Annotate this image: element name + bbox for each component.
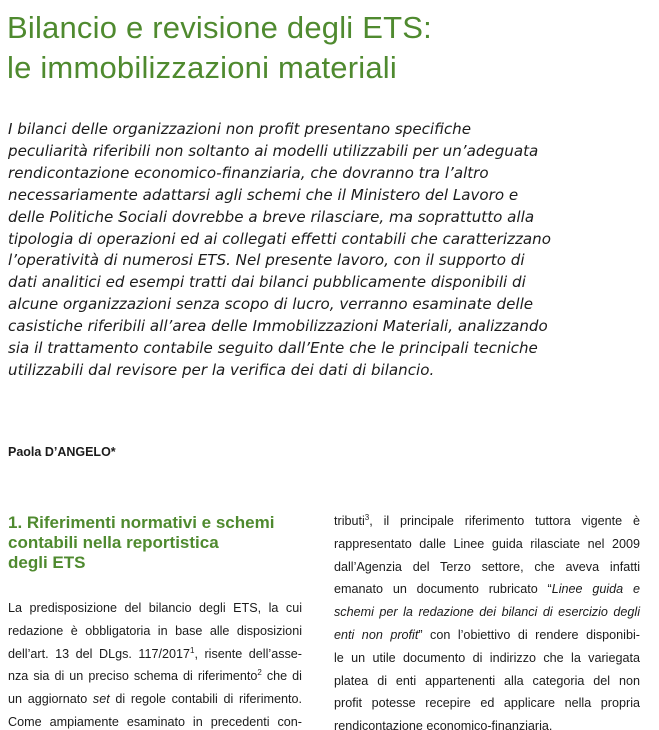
abstract-line: tipologia di operazioni ed ai collegati effetti contabili che caratterizzano — [8, 229, 551, 248]
body-text: platea di enti appartenenti alla categoria del non — [334, 673, 640, 688]
body-line — [334, 578, 640, 601]
body-line — [334, 670, 640, 693]
body-line — [334, 533, 640, 556]
body-text: nza sia di un preciso schema di riferimento — [8, 669, 258, 684]
article-title-line-2: le immobilizzazioni materiali — [7, 50, 397, 85]
abstract-line: alcune organizzazioni senza scopo di lucro, verranno esaminate delle — [8, 295, 534, 314]
abstract-line: l’operatività di numerosi ETS. Nel presente lavoro, con il supporto di — [8, 251, 525, 270]
body-text: rendicontazione economico-finanziaria. — [334, 719, 553, 730]
body-text: le un utile documento di indirizzo che la variegata — [334, 650, 640, 665]
body-text: , il principale riferimento tuttora vigente è — [369, 514, 640, 528]
section-heading — [8, 513, 318, 573]
body-text: , risente dell’asse- — [194, 646, 302, 661]
abstract-line: utilizzabili dal revisore per la verifica dei dati di bilancio. — [8, 360, 435, 379]
abstract-line: I bilanci delle organizzazioni non profit presentano specifiche — [8, 120, 472, 138]
body-line — [334, 601, 640, 624]
body-line — [8, 597, 302, 620]
abstract-line: casistiche riferibili all’area delle Immobilizzazioni Materiali, analizzando — [8, 317, 548, 336]
footnote-ref[interactable]: 3 — [364, 512, 370, 522]
body-text: dell’art. 13 del DLgs. 117/2017 — [8, 646, 190, 661]
body-line — [8, 688, 302, 711]
body-text-italic: schemi per la redazione dei bilanci di esercizio degli — [334, 605, 640, 620]
abstract-line: peculiarità riferibili non soltanto ai modelli utilizzabili per un’adeguata — [8, 141, 539, 160]
body-line — [334, 624, 640, 647]
author-byline: Paola D’ANGELO* — [8, 445, 116, 459]
body-text: La predisposizione del bilancio degli ETS, la cui — [8, 601, 302, 615]
body-text: che di — [261, 669, 302, 684]
abstract-line: rendicontazione economico-finanziaria, che dovranno tra l’altro — [8, 163, 489, 182]
body-line — [8, 665, 302, 688]
section-heading-line: 1. Riferimenti normativi e schemi — [8, 513, 275, 532]
body-line — [334, 510, 640, 533]
body-text: Come ampiamente esaminato in precedenti con- — [8, 714, 302, 729]
body-text: dall’Agenzia del Terzo settore, che aveva infatti — [334, 559, 640, 574]
body-text: emanato un documento rubricato “ — [334, 582, 552, 597]
body-text-italic: Linee guida e — [551, 582, 640, 597]
body-line — [334, 647, 640, 670]
body-line — [334, 692, 640, 715]
footnote-ref[interactable]: 1 — [190, 645, 195, 655]
body-line — [334, 715, 640, 730]
body-line — [8, 643, 302, 666]
body-text-italic: enti non profit — [334, 627, 419, 642]
body-text: redazione è obbligatoria in base alle disposizioni — [8, 623, 302, 638]
body-column-left — [8, 597, 302, 730]
body-column-right — [334, 510, 640, 730]
body-line — [334, 556, 640, 579]
abstract-line: necessariamente adattarsi agli schemi che il Ministero del Lavoro e — [8, 185, 519, 204]
body-text: di regole contabili di riferimento. — [109, 692, 302, 707]
body-text: rappresentato dalle Linee guida rilasciate nel 2009 — [334, 536, 640, 551]
footnote-ref[interactable]: 2 — [257, 668, 262, 678]
body-text: profit potesse recepire ed applicare nella propria — [334, 696, 640, 711]
body-line — [8, 711, 302, 730]
abstract-line: sia il trattamento contabile seguito dall’Ente che le principali tecniche — [8, 339, 538, 358]
body-text-italic: set — [92, 692, 110, 707]
body-text: ” con l’obiettivo di rendere disponibi- — [418, 627, 640, 642]
body-text: tributi — [334, 514, 365, 528]
article-title — [7, 8, 647, 88]
section-heading-line: contabili nella reportistica — [8, 533, 219, 552]
abstract-line: delle Politiche Sociali dovrebbe a breve rilasciare, ma soprattutto alla — [8, 207, 535, 226]
abstract — [8, 119, 648, 382]
body-line — [8, 620, 302, 643]
abstract-line: dati analitici ed esempi tratti dai bilanci pubblicamente disponibili di — [8, 273, 526, 292]
article-title-line-1: Bilancio e revisione degli ETS: — [7, 10, 432, 45]
section-heading-line: degli ETS — [8, 553, 86, 572]
body-text: un aggiornato — [8, 692, 93, 707]
